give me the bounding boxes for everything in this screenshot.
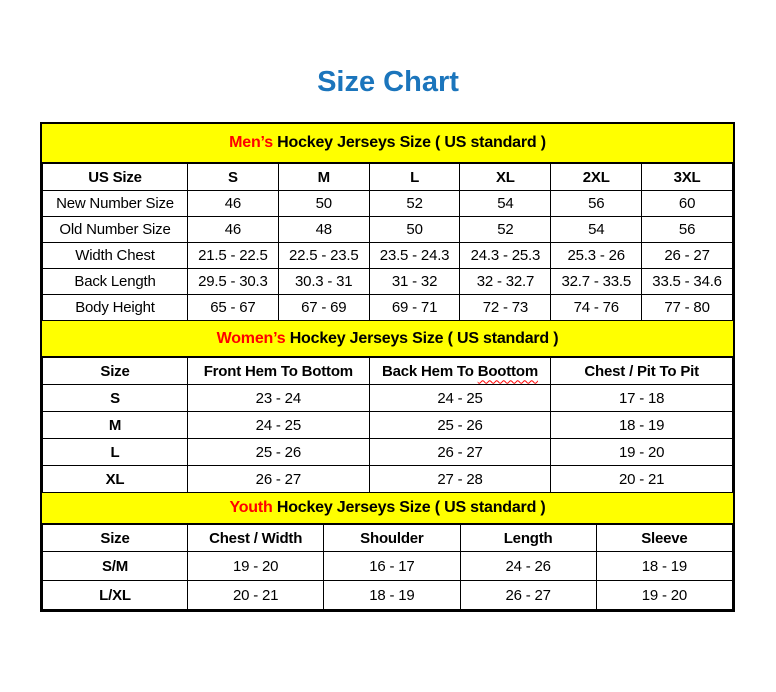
womens-cell: 20 - 21 xyxy=(551,466,733,493)
table-row xyxy=(43,243,733,269)
table-row xyxy=(43,191,733,217)
mens-cell: 32 - 32.7 xyxy=(460,269,551,295)
youth-cell: 16 - 17 xyxy=(324,552,460,581)
mens-size-table xyxy=(42,163,733,321)
table-row xyxy=(43,385,733,412)
table-row xyxy=(43,552,733,581)
mens-row-label: New Number Size xyxy=(43,191,188,217)
mens-section-band xyxy=(42,124,733,163)
mens-cell: 33.5 - 34.6 xyxy=(642,269,733,295)
youth-band-highlight: Youth xyxy=(229,499,273,516)
mens-cell: 24.3 - 25.3 xyxy=(460,243,551,269)
womens-cell: 25 - 26 xyxy=(369,412,551,439)
mens-cell: 23.5 - 24.3 xyxy=(369,243,460,269)
mens-cell: 26 - 27 xyxy=(642,243,733,269)
youth-col-header: Chest / Width xyxy=(188,525,324,552)
womens-col-header-prefix: Back Hem To xyxy=(382,362,478,380)
mens-cell: 48 xyxy=(278,217,369,243)
youth-col-header: Length xyxy=(460,525,596,552)
womens-cell: 17 - 18 xyxy=(551,385,733,412)
youth-size-table xyxy=(42,524,733,610)
womens-band-text: Hockey Jerseys Size ( US standard ) xyxy=(285,329,559,347)
womens-size-label: M xyxy=(43,412,188,439)
mens-col-header: L xyxy=(369,164,460,191)
mens-cell: 69 - 71 xyxy=(369,295,460,321)
womens-size-label: L xyxy=(43,439,188,466)
youth-cell: 19 - 20 xyxy=(188,552,324,581)
womens-header-row xyxy=(43,358,733,385)
table-row xyxy=(43,295,733,321)
mens-band-text: Hockey Jerseys Size ( US standard ) xyxy=(272,134,546,151)
mens-col-header: M xyxy=(278,164,369,191)
table-row xyxy=(43,412,733,439)
youth-cell: 19 - 20 xyxy=(596,581,732,610)
womens-cell: 26 - 27 xyxy=(188,466,370,493)
mens-cell: 72 - 73 xyxy=(460,295,551,321)
mens-cell: 31 - 32 xyxy=(369,269,460,295)
mens-row-label: Body Height xyxy=(43,295,188,321)
size-chart-tables xyxy=(40,122,735,612)
mens-cell: 67 - 69 xyxy=(278,295,369,321)
youth-size-label: L/XL xyxy=(43,581,188,610)
mens-cell: 50 xyxy=(278,191,369,217)
mens-band-highlight: Men’s xyxy=(229,134,273,151)
youth-cell: 26 - 27 xyxy=(460,581,596,610)
misspelled-word: Boottom xyxy=(477,362,538,380)
mens-cell: 52 xyxy=(460,217,551,243)
mens-cell: 50 xyxy=(369,217,460,243)
mens-cell: 29.5 - 30.3 xyxy=(188,269,279,295)
mens-cell: 30.3 - 31 xyxy=(278,269,369,295)
mens-row-label: Width Chest xyxy=(43,243,188,269)
mens-cell: 54 xyxy=(460,191,551,217)
mens-col-header: XL xyxy=(460,164,551,191)
mens-cell: 25.3 - 26 xyxy=(551,243,642,269)
mens-cell: 54 xyxy=(551,217,642,243)
mens-cell: 52 xyxy=(369,191,460,217)
mens-cell: 46 xyxy=(188,191,279,217)
mens-row-label: Back Length xyxy=(43,269,188,295)
mens-col-header: US Size xyxy=(43,164,188,191)
table-row xyxy=(43,217,733,243)
mens-cell: 21.5 - 22.5 xyxy=(188,243,279,269)
mens-col-header: 2XL xyxy=(551,164,642,191)
youth-cell: 24 - 26 xyxy=(460,552,596,581)
womens-col-header: Chest / Pit To Pit xyxy=(551,358,733,385)
womens-col-header: Front Hem To Bottom xyxy=(188,358,370,385)
womens-cell: 19 - 20 xyxy=(551,439,733,466)
table-row xyxy=(43,269,733,295)
youth-cell: 18 - 19 xyxy=(596,552,732,581)
womens-band-highlight: Women’s xyxy=(216,329,286,347)
youth-col-header: Shoulder xyxy=(324,525,460,552)
womens-size-label: S xyxy=(43,385,188,412)
womens-cell: 23 - 24 xyxy=(188,385,370,412)
womens-cell: 24 - 25 xyxy=(188,412,370,439)
mens-cell: 56 xyxy=(642,217,733,243)
mens-cell: 60 xyxy=(642,191,733,217)
youth-size-label: S/M xyxy=(43,552,188,581)
mens-col-header: 3XL xyxy=(642,164,733,191)
mens-cell: 22.5 - 23.5 xyxy=(278,243,369,269)
mens-row-label: Old Number Size xyxy=(43,217,188,243)
mens-cell: 77 - 80 xyxy=(642,295,733,321)
womens-col-header: Size xyxy=(43,358,188,385)
youth-header-row xyxy=(43,525,733,552)
mens-cell: 32.7 - 33.5 xyxy=(551,269,642,295)
womens-cell: 27 - 28 xyxy=(369,466,551,493)
womens-size-table xyxy=(42,357,733,493)
table-row xyxy=(43,439,733,466)
womens-cell: 26 - 27 xyxy=(369,439,551,466)
table-row xyxy=(43,466,733,493)
youth-cell: 18 - 19 xyxy=(324,581,460,610)
womens-size-label: XL xyxy=(43,466,188,493)
mens-cell: 56 xyxy=(551,191,642,217)
youth-cell: 20 - 21 xyxy=(188,581,324,610)
youth-col-header: Size xyxy=(43,525,188,552)
mens-cell: 74 - 76 xyxy=(551,295,642,321)
youth-section-band xyxy=(42,493,733,524)
mens-cell: 65 - 67 xyxy=(188,295,279,321)
page-title: Size Chart xyxy=(317,66,459,98)
mens-cell: 46 xyxy=(188,217,279,243)
womens-cell: 24 - 25 xyxy=(369,385,551,412)
youth-col-header: Sleeve xyxy=(596,525,732,552)
womens-cell: 25 - 26 xyxy=(188,439,370,466)
womens-col-header xyxy=(369,358,551,385)
table-row xyxy=(43,581,733,610)
womens-section-band xyxy=(42,321,733,357)
womens-cell: 18 - 19 xyxy=(551,412,733,439)
mens-header-row xyxy=(43,164,733,191)
youth-band-text: Hockey Jerseys Size ( US standard ) xyxy=(272,499,546,516)
mens-col-header: S xyxy=(188,164,279,191)
